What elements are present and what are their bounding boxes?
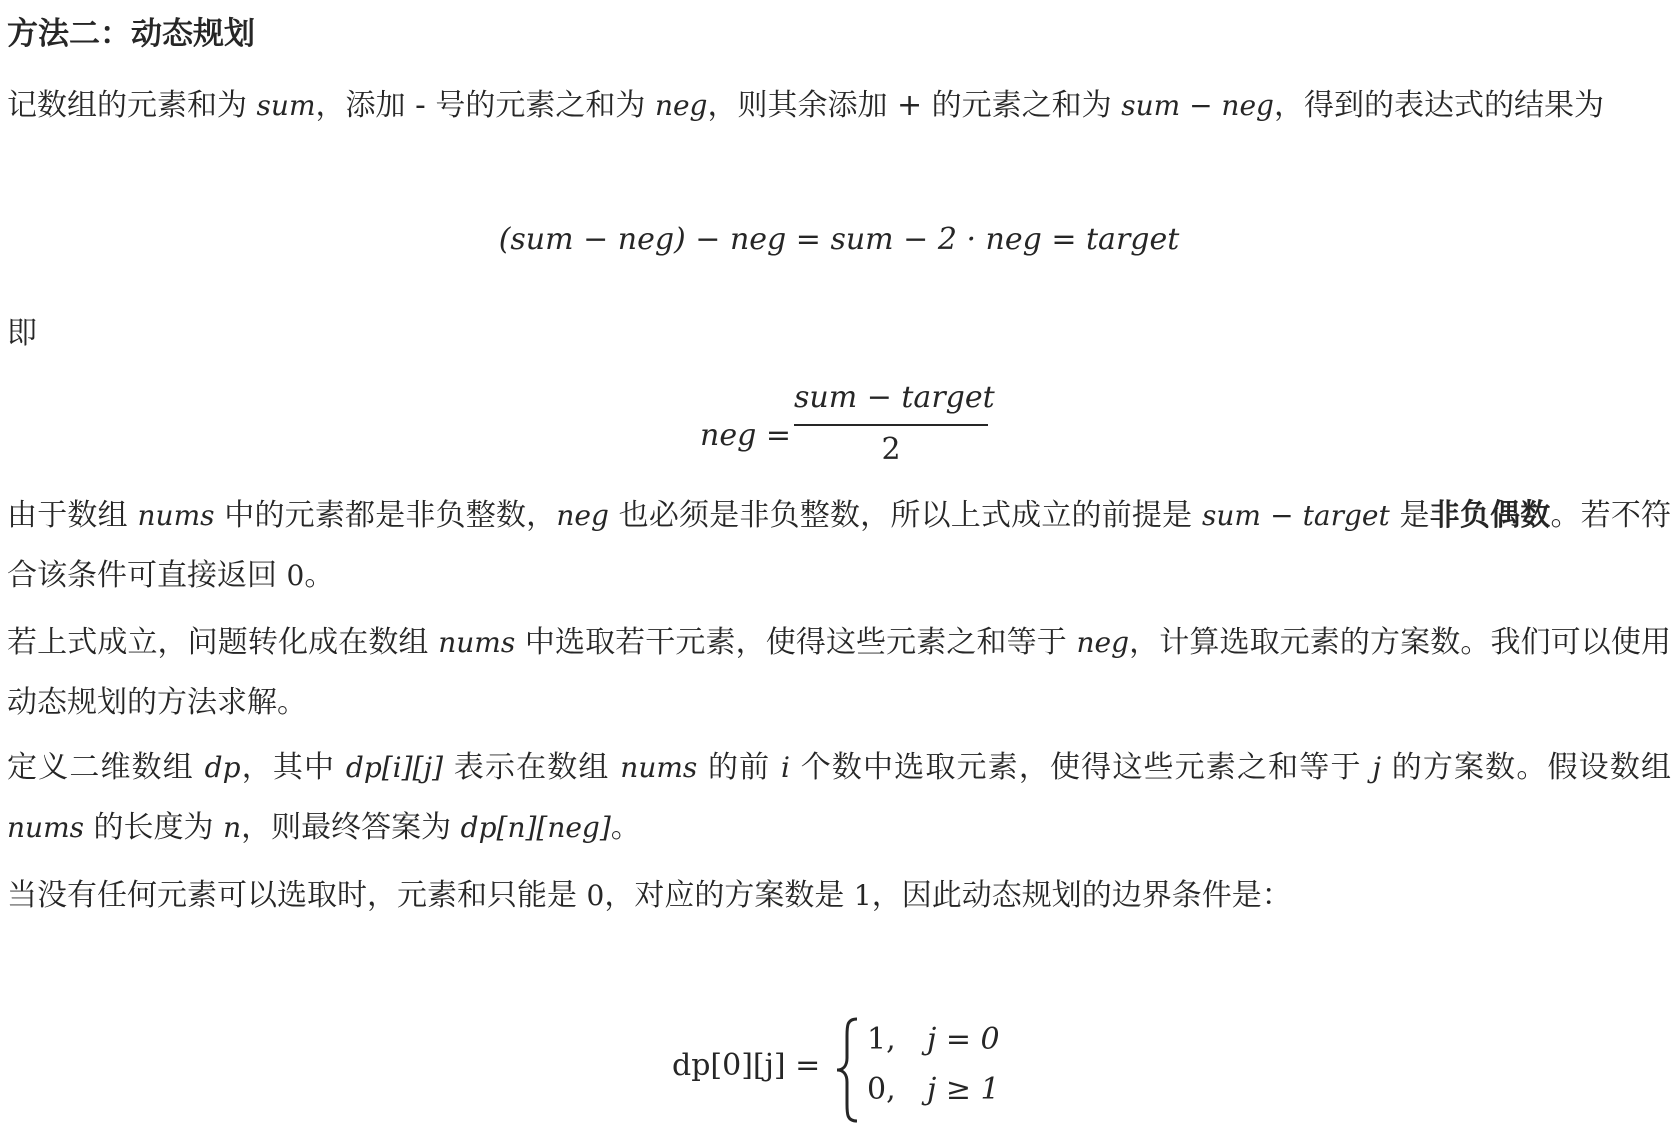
text: 中的元素都是非负整数， <box>214 498 557 533</box>
math-inline: dp[n][neg] <box>460 811 611 844</box>
case-condition: j = 0 <box>927 1022 1000 1057</box>
text: 定义二维数组 <box>7 750 205 785</box>
text: 的前 <box>697 750 782 785</box>
text: 。 <box>304 558 335 593</box>
text: ，得到的表达式的结果为 <box>1273 88 1604 123</box>
text: 也必须是非负整数，所以上式成立的前提是 <box>608 498 1203 533</box>
math-inline: sum − target <box>1202 499 1390 532</box>
text: 个数中选取元素，使得这些元素之和等于 <box>790 750 1373 785</box>
text: 表示在数组 <box>443 750 621 785</box>
fraction-denominator: 2 <box>881 432 901 467</box>
section-heading: 方法二：动态规划 <box>7 16 255 52</box>
equation-boundary-cases <box>7 1016 1671 1126</box>
math-inline: nums <box>7 811 84 844</box>
case-row <box>867 1072 1000 1107</box>
math-inline: 0 <box>586 879 605 912</box>
math-inline: dp[i][j] <box>345 751 444 784</box>
paragraph-boundary <box>7 866 1671 926</box>
paragraph-dp-definition <box>7 738 1671 858</box>
math-inline: nums <box>620 751 698 784</box>
math-inline: sum − neg <box>1121 89 1274 122</box>
equation-target: (sum − neg) − neg = sum − 2 · neg = target <box>498 222 1180 257</box>
left-brace-icon <box>833 1016 863 1124</box>
math-inline: 0 <box>286 559 305 592</box>
text: 记数组的元素和为 <box>7 88 257 123</box>
text: 由于数组 <box>7 498 138 533</box>
text: 是 <box>1389 498 1430 533</box>
math-inline: i <box>781 751 790 784</box>
math-inline: neg <box>1076 626 1130 659</box>
text: 中选取若干元素，使得这些元素之和等于 <box>515 625 1077 660</box>
text: ，添加 - 号的元素之和为 <box>315 88 655 123</box>
math-inline: n <box>223 811 242 844</box>
text: 。 <box>610 810 641 845</box>
text: ，则其余添加 + 的元素之和为 <box>707 88 1122 123</box>
text: ，计算选取元素的方案数。我们可以使用动态规划的方法求解。 <box>7 625 1672 720</box>
text: ，则最终答案为 <box>241 810 461 845</box>
bold-text: 非负偶数 <box>1429 498 1551 533</box>
paragraph-transform <box>7 613 1671 733</box>
math-inline: j <box>1372 751 1381 784</box>
paragraph-nonnegative <box>7 486 1671 606</box>
equation-neg-fraction <box>7 380 1671 484</box>
paragraph-ji: 即 <box>7 316 37 351</box>
case-value: 1, <box>867 1022 896 1057</box>
text: 的长度为 <box>84 810 224 845</box>
math-inline: neg <box>654 89 708 122</box>
math-inline: neg <box>556 499 609 532</box>
text: 。若不符合该条件可直接返回 <box>7 498 1672 593</box>
text: ，其中 <box>240 750 346 785</box>
case-value: 0, <box>867 1072 896 1107</box>
math-inline: nums <box>137 499 215 532</box>
text: 若上式成立，问题转化成在数组 <box>7 625 439 660</box>
math-inline: 1 <box>853 879 872 912</box>
case-row <box>867 1022 1000 1057</box>
cases-lhs: dp[0][j] = <box>672 1048 821 1083</box>
text: 当没有任何元素可以选取时，元素和只能是 <box>7 878 587 913</box>
fraction-lhs: neg = <box>700 418 791 453</box>
text: ，因此动态规划的边界条件是： <box>871 878 1292 913</box>
fraction-numerator: sum − target <box>794 380 995 415</box>
fraction-bar <box>794 424 988 426</box>
math-inline: nums <box>438 626 516 659</box>
math-inline: dp <box>204 751 241 784</box>
case-condition: j ≥ 1 <box>927 1072 1000 1107</box>
text: ，对应的方案数是 <box>604 878 854 913</box>
text: 的方案数。假设数组 <box>1381 750 1671 785</box>
math-inline: sum <box>256 89 316 122</box>
paragraph-sum-neg <box>7 76 1671 136</box>
